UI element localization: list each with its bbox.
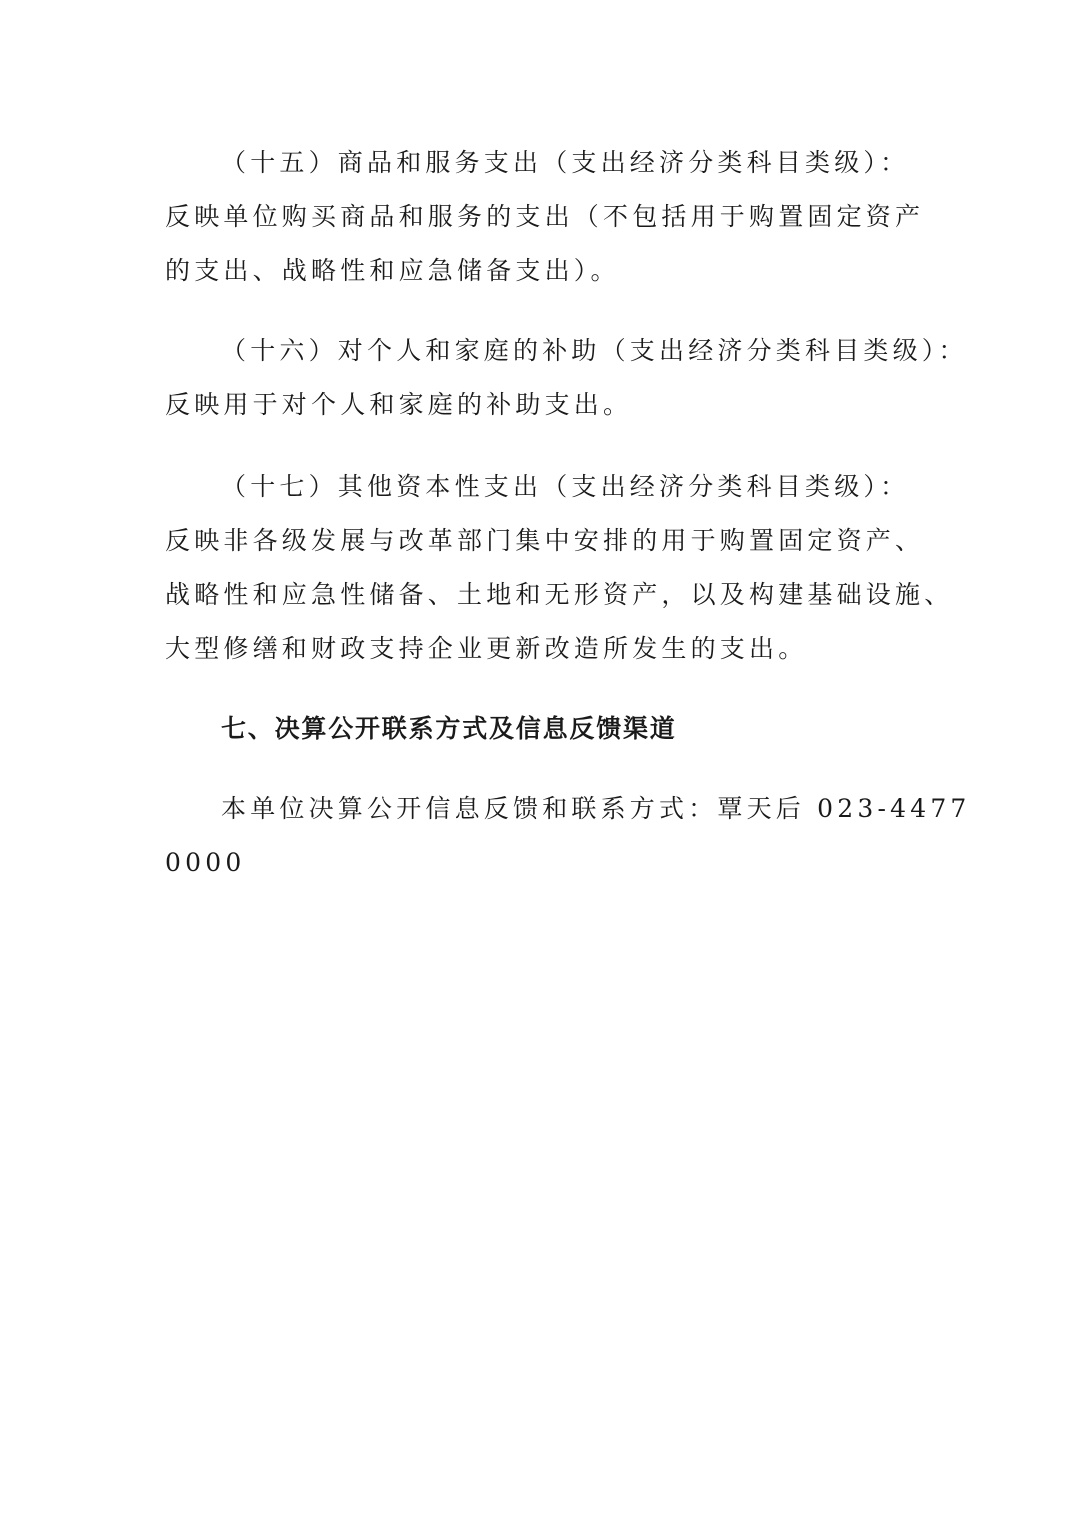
contact-line: 0000 (165, 848, 246, 877)
section-heading: 七、决算公开联系方式及信息反馈渠道 (221, 714, 677, 743)
paragraph-line: （十五）商品和服务支出（支出经济分类科目类级）： (221, 148, 910, 177)
paragraph-family-subsidy (165, 324, 968, 432)
paragraph-line: （十六）对个人和家庭的补助（支出经济分类科目类级）： (221, 336, 968, 365)
paragraph-goods-services (165, 136, 925, 298)
paragraph-line: 战略性和应急性储备、土地和无形资产，以及构建基础设施、 (165, 580, 954, 609)
paragraph-line: 反映用于对个人和家庭的补助支出。 (165, 390, 633, 419)
contact-line: 本单位决算公开信息反馈和联系方式：覃天后 023-4477 (221, 794, 971, 823)
paragraph-line: 反映非各级发展与改革部门集中安排的用于购置固定资产、 (165, 526, 925, 555)
paragraph-line: 的支出、战略性和应急储备支出）。 (165, 256, 620, 285)
paragraph-line: 反映单位购买商品和服务的支出（不包括用于购置固定资产 (165, 202, 925, 231)
paragraph-other-capital (165, 460, 954, 676)
contact-paragraph (165, 782, 971, 890)
paragraph-line: （十七）其他资本性支出（支出经济分类科目类级）： (221, 472, 910, 501)
document-page (165, 136, 971, 890)
paragraph-line: 大型修缮和财政支持企业更新改造所发生的支出。 (165, 634, 808, 663)
